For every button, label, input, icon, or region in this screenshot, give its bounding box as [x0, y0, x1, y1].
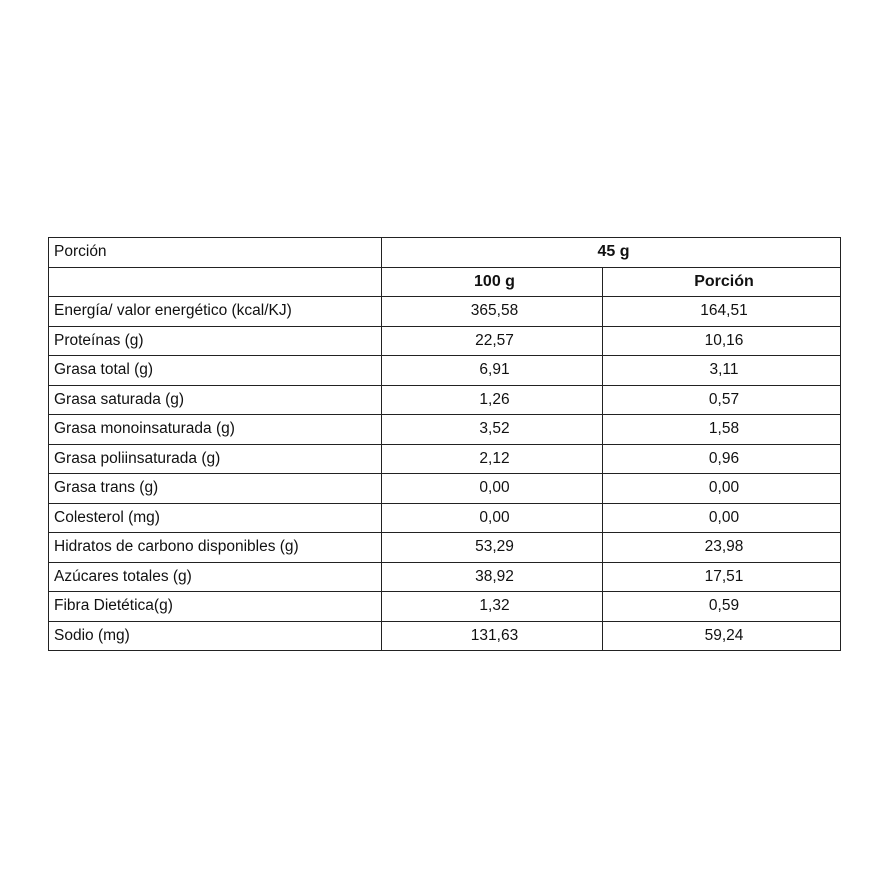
nutrition-table-body	[49, 238, 841, 651]
table-row	[49, 297, 841, 327]
table-row	[49, 592, 841, 622]
serving-label: Porción	[49, 238, 382, 268]
value-per-portion: 3,11	[603, 356, 841, 386]
table-row	[49, 356, 841, 386]
value-per-100g: 0,00	[382, 503, 603, 533]
table-row	[49, 503, 841, 533]
value-per-100g: 22,57	[382, 326, 603, 356]
value-per-portion: 164,51	[603, 297, 841, 327]
value-per-100g: 1,26	[382, 385, 603, 415]
column-header-row	[49, 267, 841, 297]
table-row	[49, 533, 841, 563]
value-per-portion: 0,00	[603, 503, 841, 533]
column-header-100g: 100 g	[382, 267, 603, 297]
nutrient-label: Hidratos de carbono disponibles (g)	[49, 533, 382, 563]
table-row	[49, 415, 841, 445]
table-row	[49, 385, 841, 415]
column-header-portion: Porción	[603, 267, 841, 297]
nutrient-label: Proteínas (g)	[49, 326, 382, 356]
nutrient-label: Fibra Dietética(g)	[49, 592, 382, 622]
value-per-portion: 1,58	[603, 415, 841, 445]
value-per-100g: 131,63	[382, 621, 603, 651]
value-per-100g: 53,29	[382, 533, 603, 563]
value-per-portion: 0,00	[603, 474, 841, 504]
value-per-100g: 6,91	[382, 356, 603, 386]
serving-row	[49, 238, 841, 268]
serving-value: 45 g	[382, 238, 841, 268]
value-per-100g: 3,52	[382, 415, 603, 445]
value-per-100g: 0,00	[382, 474, 603, 504]
nutrient-label: Energía/ valor energético (kcal/KJ)	[49, 297, 382, 327]
header-empty-cell	[49, 267, 382, 297]
value-per-100g: 365,58	[382, 297, 603, 327]
nutrient-label: Colesterol (mg)	[49, 503, 382, 533]
value-per-portion: 0,57	[603, 385, 841, 415]
value-per-portion: 10,16	[603, 326, 841, 356]
nutrient-label: Grasa poliinsaturada (g)	[49, 444, 382, 474]
value-per-portion: 17,51	[603, 562, 841, 592]
nutrient-label: Grasa saturada (g)	[49, 385, 382, 415]
nutrient-label: Grasa monoinsaturada (g)	[49, 415, 382, 445]
nutrition-table	[48, 237, 841, 651]
nutrient-label: Grasa total (g)	[49, 356, 382, 386]
table-row	[49, 326, 841, 356]
nutrient-label: Azúcares totales (g)	[49, 562, 382, 592]
value-per-portion: 0,96	[603, 444, 841, 474]
value-per-100g: 2,12	[382, 444, 603, 474]
table-row	[49, 562, 841, 592]
value-per-portion: 23,98	[603, 533, 841, 563]
value-per-100g: 1,32	[382, 592, 603, 622]
table-row	[49, 621, 841, 651]
nutrient-label: Grasa trans (g)	[49, 474, 382, 504]
table-row	[49, 474, 841, 504]
table-row	[49, 444, 841, 474]
value-per-portion: 0,59	[603, 592, 841, 622]
value-per-portion: 59,24	[603, 621, 841, 651]
nutrient-label: Sodio (mg)	[49, 621, 382, 651]
value-per-100g: 38,92	[382, 562, 603, 592]
